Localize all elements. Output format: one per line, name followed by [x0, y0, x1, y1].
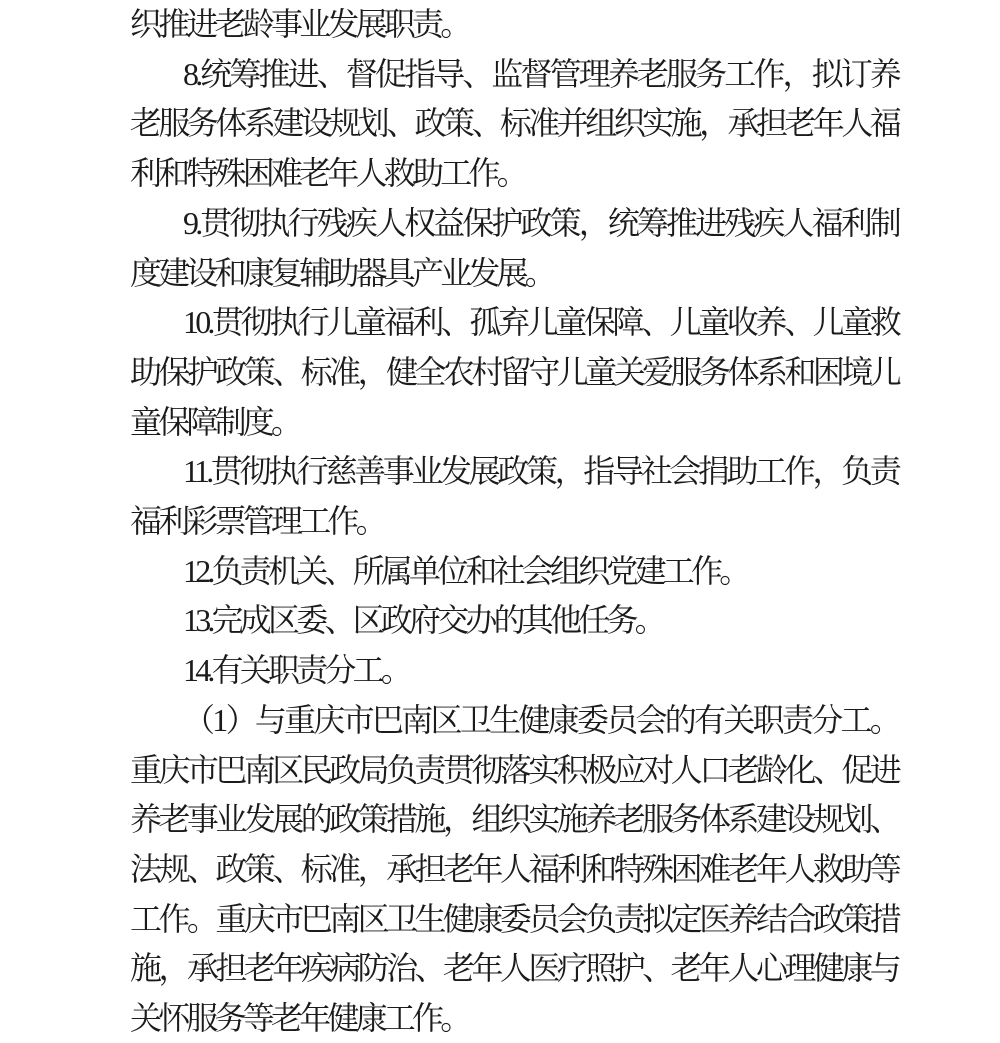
document-paragraph: 10.贯彻执行儿童福利、孤弃儿童保障、儿童收养、儿童救助保护政策、标准，健全农村留守儿童关爱服务体系和困境儿童保障制度。 [130, 304, 898, 440]
document-body [130, 0, 898, 1043]
document-paragraph: 11.贯彻执行慈善事业发展政策，指导社会捐助工作，负责福利彩票管理工作。 [130, 453, 898, 540]
document-paragraph: 9.贯彻执行残疾人权益保护政策，统筹推进残疾人福利制度建设和康复辅助器具产业发展。 [130, 204, 898, 291]
document-paragraph: 织推进老龄事业发展职责。 [130, 6, 469, 42]
document-paragraph: 12.负责机关、所属单位和社会组织党建工作。 [183, 552, 748, 589]
document-paragraph: （1）与重庆市巴南区卫生健康委员会的有关职责分工。重庆市巴南区民政局负责贯彻落实积极应对人口老龄化、促进养老事业发展的政策措施，组织实施养老服务体系建设规划、法规、政策、标准，承担老年人福利和特殊困难老年人救助等工作。重庆市巴南区卫生健康委员会负责拟定医养结合政策措施，承担老年疾病防治、老年人医疗照护、老年人心理健康与关怀服务等老年健康工作。 [130, 701, 898, 1037]
document-paragraph: 14.有关职责分工。 [183, 652, 410, 689]
document-paragraph: 13.完成区委、区政府交办的其他任务。 [183, 602, 663, 639]
document-paragraph: 8.统筹推进、督促指导、监督管理养老服务工作，拟订养老服务体系建设规划、政策、标准并组织实施，承担老年人福利和特殊困难老年人救助工作。 [130, 55, 898, 192]
